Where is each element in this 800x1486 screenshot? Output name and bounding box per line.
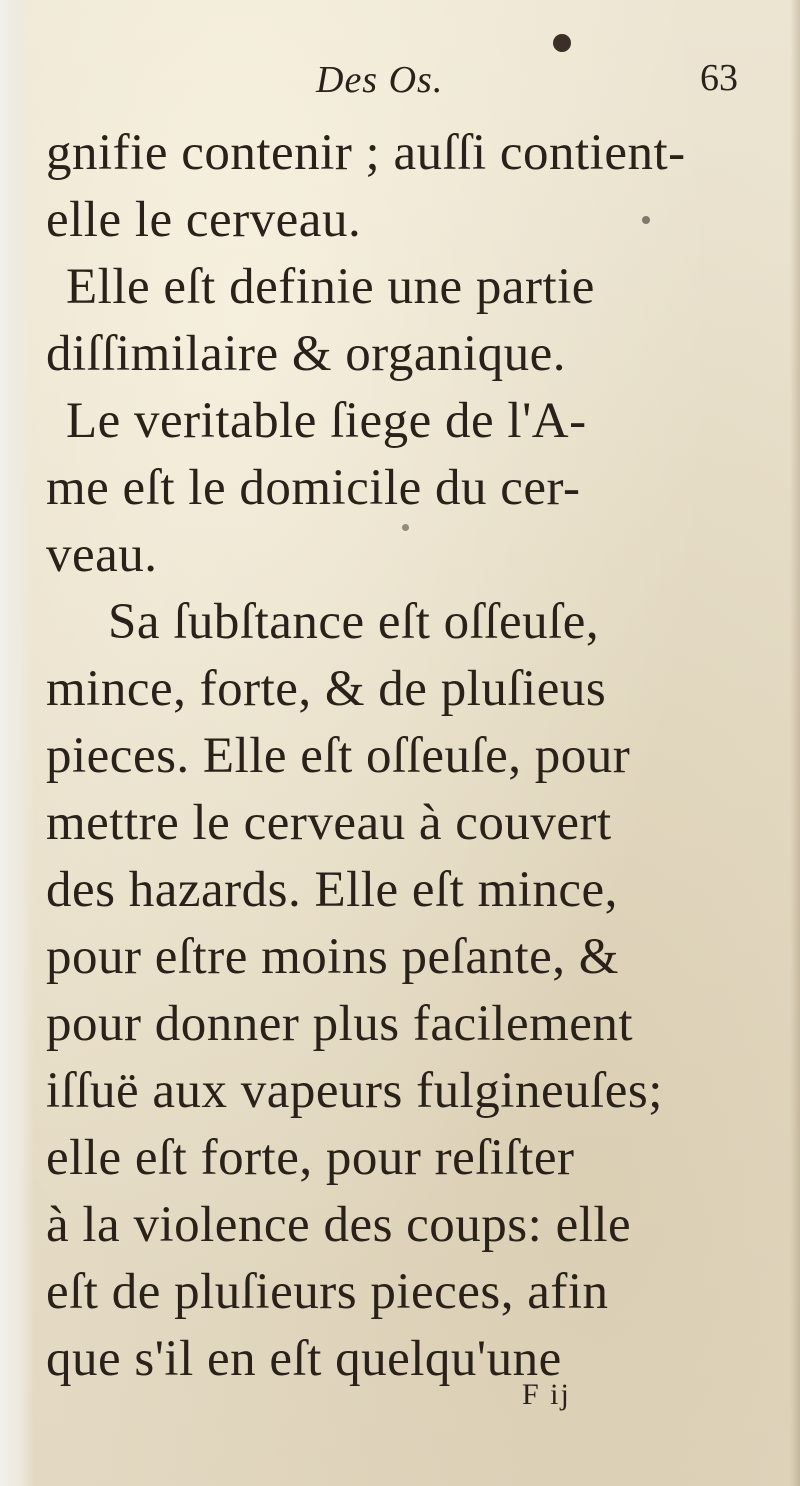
text-line: Sa ſubſtance eſt oſſeuſe,: [108, 594, 600, 650]
signature-mark: F ij: [522, 1378, 571, 1411]
body-text: [46, 120, 758, 1393]
page-right-shadow: [790, 0, 800, 1486]
text-line: mettre le cerveau à couvert: [46, 795, 612, 851]
page-number: 63: [700, 57, 738, 99]
page-gutter-edge: [0, 0, 34, 1486]
running-title: Des Os.: [316, 59, 444, 101]
text-line: à la violence des coups: elle: [46, 1197, 632, 1253]
ink-spot: [553, 34, 571, 52]
text-line: gnifie contenir ; auſſi contient-: [46, 125, 686, 181]
text-line: Le veritable ſiege de l'A-: [66, 393, 587, 449]
text-line: pour eſtre moins peſante, &: [46, 929, 619, 985]
text-line: diſſimilaire & organique.: [46, 326, 567, 382]
text-line: pour donner plus facilement: [46, 996, 634, 1052]
text-line: veau.: [46, 527, 158, 583]
text-line: iſſuë aux vapeurs fulgineuſes;: [46, 1063, 663, 1119]
text-line: que s'il en eſt quelqu'une: [46, 1331, 562, 1387]
text-line: Elle eſt definie une partie: [66, 259, 595, 315]
text-line: eſt de pluſieurs pieces, afin: [46, 1264, 609, 1320]
text-line: des hazards. Elle eſt mince,: [46, 862, 618, 918]
text-line: mince, forte, & de pluſieus: [46, 661, 607, 717]
text-line: pieces. Elle eſt oſſeuſe, pour: [46, 728, 631, 784]
text-line: elle eſt forte, pour reſiſter: [46, 1130, 575, 1186]
text-line: elle le cerveau.: [46, 192, 362, 248]
text-line: me eſt le domicile du cer-: [46, 460, 581, 516]
page-header: [0, 54, 800, 114]
